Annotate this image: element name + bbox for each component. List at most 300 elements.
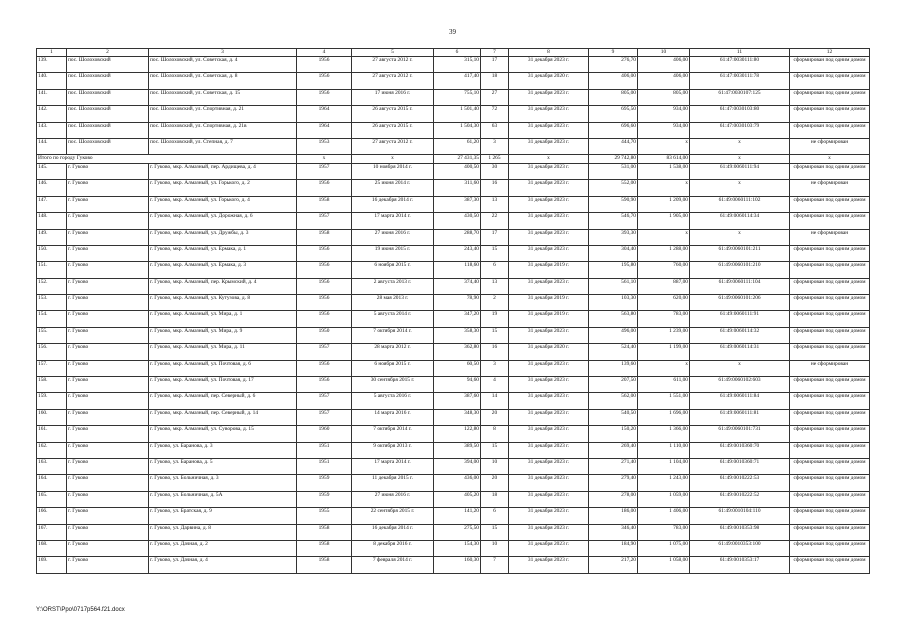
- table-row: [37, 377, 870, 393]
- residents-cell: 16: [481, 180, 509, 196]
- land-status-cell: сформирован под одним домом: [790, 262, 870, 278]
- address-cell: г. Гуково, ул. Баранова, д. 5: [149, 458, 297, 474]
- area-cell: 387,60: [434, 393, 481, 409]
- table-row: [37, 295, 870, 311]
- residents-cell: 63: [481, 122, 509, 138]
- column-number-cell: 2: [67, 49, 149, 57]
- settlement-cell: г. Гуково: [67, 163, 149, 179]
- total-value-cell: 27 431,35: [434, 155, 481, 164]
- address-cell: г. Гуково, мкр. Алмазный, ул. Мира, д. 1: [149, 311, 297, 327]
- cadastral-number-cell: х: [690, 360, 790, 376]
- relocation-deadline-cell: 31 декабря 2023 г.: [509, 360, 589, 376]
- row-number-cell: 142.: [37, 106, 67, 122]
- row-number-cell: 139.: [37, 57, 67, 73]
- area-value-cell: 590,90: [589, 196, 638, 212]
- cadastral-number-cell: 61:49:0060111:81: [690, 409, 790, 425]
- settlement-cell: пос. Шолоховский: [67, 106, 149, 122]
- address-cell: г. Гуково, мкр. Алмазный, ул. Ермака, д. 3: [149, 262, 297, 278]
- land-area-cell: 1 239,00: [638, 327, 690, 343]
- register-table: [36, 48, 870, 574]
- recognition-date-cell: 26 августа 2015 г.: [352, 106, 434, 122]
- residents-cell: 13: [481, 196, 509, 212]
- relocation-deadline-cell: 31 декабря 2023 г.: [509, 327, 589, 343]
- settlement-cell: г. Гуково: [67, 458, 149, 474]
- land-area-cell: 760,00: [638, 262, 690, 278]
- area-cell: 362,80: [434, 344, 481, 360]
- settlement-cell: г. Гуково: [67, 180, 149, 196]
- land-area-cell: 1 058,00: [638, 557, 690, 573]
- recognition-date-cell: 25 июня 2014 г.: [352, 180, 434, 196]
- area-value-cell: 278,00: [589, 491, 638, 507]
- relocation-deadline-cell: 31 декабря 2023 г.: [509, 89, 589, 105]
- land-status-cell: сформирован под одним домом: [790, 377, 870, 393]
- row-number-cell: 151.: [37, 262, 67, 278]
- area-value-cell: 269,40: [589, 442, 638, 458]
- residents-cell: 72: [481, 106, 509, 122]
- area-cell: 436,00: [434, 475, 481, 491]
- cadastral-number-cell: 61:49:0060111:102: [690, 196, 790, 212]
- address-cell: г. Гуково, мкр. Алмазный, ул. Почтовая, д. 17: [149, 377, 297, 393]
- recognition-date-cell: 27 августа 2012 г.: [352, 57, 434, 73]
- column-number-cell: 12: [790, 49, 870, 57]
- relocation-deadline-cell: 31 декабря 2023 г.: [509, 442, 589, 458]
- land-area-cell: 887,00: [638, 278, 690, 294]
- address-cell: г. Гуково, мкр. Алмазный, пер. Ардищева, д. 4: [149, 163, 297, 179]
- cadastral-number-cell: 61:49:0010222:52: [690, 491, 790, 507]
- recognition-date-cell: 16 декабря 2014 г.: [352, 196, 434, 212]
- year-built-cell: 1959: [297, 491, 352, 507]
- recognition-date-cell: 14 марта 2016 г.: [352, 409, 434, 425]
- area-cell: 60,50: [434, 360, 481, 376]
- area-cell: 94,60: [434, 377, 481, 393]
- area-cell: 154,30: [434, 540, 481, 556]
- cadastral-number-cell: 61:49:0060101:210: [690, 262, 790, 278]
- land-status-cell: сформирован под одним домом: [790, 122, 870, 138]
- settlement-cell: г. Гуково: [67, 278, 149, 294]
- year-built-cell: 1956: [297, 180, 352, 196]
- area-cell: 389,50: [434, 442, 481, 458]
- cadastral-number-cell: 61:49:0060111:91: [690, 311, 790, 327]
- cadastral-number-cell: 61:47:0030107:125: [690, 89, 790, 105]
- recognition-date-cell: 30 сентября 2015 г.: [352, 377, 434, 393]
- land-status-cell: не сформирован: [790, 360, 870, 376]
- address-cell: г. Гуково, мкр. Алмазный, ул. Почтовая, д. 6: [149, 360, 297, 376]
- area-cell: 243,40: [434, 245, 481, 261]
- address-cell: пос. Шолоховский, ул. Спортивная, д. 21: [149, 106, 297, 122]
- year-built-cell: 1955: [297, 508, 352, 524]
- area-cell: 400,50: [434, 163, 481, 179]
- total-value-cell: х: [297, 155, 352, 164]
- settlement-cell: г. Гуково: [67, 327, 149, 343]
- recognition-date-cell: 19 июня 2015 г.: [352, 245, 434, 261]
- recognition-date-cell: 11 декабря 2015 г.: [352, 475, 434, 491]
- table-row: [37, 245, 870, 261]
- row-number-cell: 163.: [37, 458, 67, 474]
- column-number-cell: 7: [481, 49, 509, 57]
- recognition-date-cell: 9 октября 2013 г.: [352, 442, 434, 458]
- area-value-cell: 271,40: [589, 458, 638, 474]
- cadastral-number-cell: 61:49:0060114:32: [690, 327, 790, 343]
- area-cell: 348,30: [434, 409, 481, 425]
- table-row: [37, 196, 870, 212]
- address-cell: пос. Шолоховский, ул. Советская, д. 15: [149, 89, 297, 105]
- row-number-cell: 154.: [37, 311, 67, 327]
- relocation-deadline-cell: 31 декабря 2023 г.: [509, 458, 589, 474]
- row-number-cell: 143.: [37, 122, 67, 138]
- address-cell: пос. Шолоховский, ул. Советская, д. 4: [149, 57, 297, 73]
- residents-cell: 10: [481, 458, 509, 474]
- recognition-date-cell: 5 августа 2016 г.: [352, 393, 434, 409]
- land-status-cell: сформирован под одним домом: [790, 524, 870, 540]
- land-area-cell: 620,00: [638, 295, 690, 311]
- land-status-cell: сформирован под одним домом: [790, 409, 870, 425]
- recognition-date-cell: 16 декабря 2014 г.: [352, 524, 434, 540]
- recognition-date-cell: 7 октября 2014 г.: [352, 327, 434, 343]
- relocation-deadline-cell: 31 декабря 2023 г.: [509, 180, 589, 196]
- recognition-date-cell: 17 июня 2016 г.: [352, 89, 434, 105]
- settlement-cell: г. Гуково: [67, 491, 149, 507]
- relocation-deadline-cell: 31 декабря 2019 г.: [509, 295, 589, 311]
- settlement-cell: г. Гуково: [67, 442, 149, 458]
- relocation-deadline-cell: 31 декабря 2023 г.: [509, 426, 589, 442]
- land-status-cell: сформирован под одним домом: [790, 442, 870, 458]
- page-number: 39: [449, 28, 456, 36]
- row-number-cell: 148.: [37, 213, 67, 229]
- settlement-cell: г. Гуково: [67, 213, 149, 229]
- area-value-cell: 207,50: [589, 377, 638, 393]
- residents-cell: 17: [481, 229, 509, 245]
- residents-cell: 18: [481, 73, 509, 89]
- recognition-date-cell: 6 ноября 2015 г.: [352, 360, 434, 376]
- land-status-cell: сформирован под одним домом: [790, 327, 870, 343]
- year-built-cell: 1956: [297, 311, 352, 327]
- land-status-cell: сформирован под одним домом: [790, 89, 870, 105]
- address-cell: г. Гуково, ул. Дачная, д. 4: [149, 557, 297, 573]
- area-value-cell: 279,40: [589, 475, 638, 491]
- year-built-cell: 1960: [297, 426, 352, 442]
- land-status-cell: сформирован под одним домом: [790, 106, 870, 122]
- area-cell: 387,30: [434, 196, 481, 212]
- residents-cell: 27: [481, 89, 509, 105]
- cadastral-number-cell: 61:49:0010353:100: [690, 540, 790, 556]
- recognition-date-cell: 17 марта 2014 г.: [352, 213, 434, 229]
- area-cell: 374,40: [434, 278, 481, 294]
- address-cell: г. Гуково, ул. Баранова, д. 3: [149, 442, 297, 458]
- column-number-cell: 1: [37, 49, 67, 57]
- settlement-cell: г. Гуково: [67, 344, 149, 360]
- residents-cell: 15: [481, 524, 509, 540]
- land-status-cell: не сформирован: [790, 138, 870, 154]
- row-number-cell: 167.: [37, 524, 67, 540]
- table-row: [37, 327, 870, 343]
- recognition-date-cell: 17 марта 2014 г.: [352, 458, 434, 474]
- land-status-cell: сформирован под одним домом: [790, 245, 870, 261]
- file-path-footer: Y:\ORST\Ppo\0717p564.f21.docx: [36, 607, 125, 613]
- settlement-cell: г. Гуково: [67, 360, 149, 376]
- residents-cell: 30: [481, 163, 509, 179]
- year-built-cell: 1958: [297, 540, 352, 556]
- row-number-cell: 140.: [37, 73, 67, 89]
- land-area-cell: 1 243,00: [638, 475, 690, 491]
- area-value-cell: 103,30: [589, 295, 638, 311]
- table-row: [37, 278, 870, 294]
- table-row: [37, 213, 870, 229]
- settlement-cell: пос. Шолоховский: [67, 89, 149, 105]
- recognition-date-cell: 27 августа 2012 г.: [352, 138, 434, 154]
- table-row: [37, 180, 870, 196]
- area-cell: 405,20: [434, 491, 481, 507]
- settlement-cell: г. Гуково: [67, 475, 149, 491]
- land-area-cell: 1 059,00: [638, 491, 690, 507]
- cadastral-number-cell: 61:49:0060101:731: [690, 426, 790, 442]
- address-cell: г. Гуково, мкр. Алмазный, пер. Северный, д. 14: [149, 409, 297, 425]
- land-area-cell: 1 288,00: [638, 245, 690, 261]
- table-row: [37, 262, 870, 278]
- column-number-cell: 9: [589, 49, 638, 57]
- area-cell: 141,20: [434, 508, 481, 524]
- area-value-cell: 393,30: [589, 229, 638, 245]
- relocation-deadline-cell: 31 декабря 2023 г.: [509, 393, 589, 409]
- cadastral-number-cell: 61:49:0060101:211: [690, 245, 790, 261]
- settlement-cell: г. Гуково: [67, 295, 149, 311]
- table-row: [37, 360, 870, 376]
- land-status-cell: сформирован под одним домом: [790, 196, 870, 212]
- table-row: [37, 393, 870, 409]
- address-cell: г. Гуково, мкр. Алмазный, ул. Дорожная, д. 6: [149, 213, 297, 229]
- area-value-cell: 195,80: [589, 262, 638, 278]
- recognition-date-cell: 8 декабря 2016 г.: [352, 540, 434, 556]
- address-cell: г. Гуково, ул. Дарвина, д. 8: [149, 524, 297, 540]
- settlement-cell: пос. Шолоховский: [67, 138, 149, 154]
- land-status-cell: сформирован под одним домом: [790, 311, 870, 327]
- settlement-cell: г. Гуково: [67, 393, 149, 409]
- recognition-date-cell: 2 августа 2013 г.: [352, 278, 434, 294]
- area-cell: 122,80: [434, 426, 481, 442]
- recognition-date-cell: 7 октября 2014 г.: [352, 426, 434, 442]
- relocation-deadline-cell: 31 декабря 2020 г.: [509, 73, 589, 89]
- residents-cell: 16: [481, 344, 509, 360]
- row-number-cell: 157.: [37, 360, 67, 376]
- relocation-deadline-cell: 31 декабря 2023 г.: [509, 213, 589, 229]
- relocation-deadline-cell: 31 декабря 2023 г.: [509, 138, 589, 154]
- table-row: [37, 524, 870, 540]
- land-status-cell: сформирован под одним домом: [790, 57, 870, 73]
- land-area-cell: 1 110,00: [638, 442, 690, 458]
- settlement-cell: г. Гуково: [67, 245, 149, 261]
- column-number-cell: 3: [149, 49, 297, 57]
- land-area-cell: х: [638, 360, 690, 376]
- land-area-cell: 934,00: [638, 106, 690, 122]
- year-built-cell: 1956: [297, 262, 352, 278]
- relocation-deadline-cell: 31 декабря 2023 г.: [509, 409, 589, 425]
- relocation-deadline-cell: 31 декабря 2023 г.: [509, 557, 589, 573]
- land-status-cell: сформирован под одним домом: [790, 426, 870, 442]
- cadastral-number-cell: 61:49:0060102:603: [690, 377, 790, 393]
- table-row: [37, 73, 870, 89]
- table-row: [37, 540, 870, 556]
- residents-cell: 20: [481, 475, 509, 491]
- residents-cell: 17: [481, 57, 509, 73]
- settlement-cell: г. Гуково: [67, 196, 149, 212]
- area-cell: 347,20: [434, 311, 481, 327]
- relocation-deadline-cell: 31 декабря 2023 г.: [509, 122, 589, 138]
- land-area-cell: 1 905,00: [638, 213, 690, 229]
- area-cell: 394,00: [434, 458, 481, 474]
- table-row: [37, 138, 870, 154]
- area-value-cell: 276,70: [589, 57, 638, 73]
- column-number-row: [37, 49, 870, 57]
- cadastral-number-cell: 61:49:0060111:94: [690, 163, 790, 179]
- land-status-cell: сформирован под одним домом: [790, 163, 870, 179]
- table-row: [37, 89, 870, 105]
- land-area-cell: х: [638, 229, 690, 245]
- year-built-cell: 1957: [297, 393, 352, 409]
- address-cell: г. Гуково, мкр. Алмазный, ул. Кутузова, д. 8: [149, 295, 297, 311]
- recognition-date-cell: 27 августа 2012 г.: [352, 73, 434, 89]
- residents-cell: 15: [481, 245, 509, 261]
- row-number-cell: 165.: [37, 491, 67, 507]
- address-cell: г. Гуково, мкр. Алмазный, пер. Крымский, д. 4: [149, 278, 297, 294]
- row-number-cell: 166.: [37, 508, 67, 524]
- land-area-cell: х: [638, 180, 690, 196]
- relocation-deadline-cell: 31 декабря 2023 г.: [509, 475, 589, 491]
- residents-cell: 15: [481, 327, 509, 343]
- relocation-deadline-cell: 31 декабря 2019 г.: [509, 311, 589, 327]
- area-cell: 288,70: [434, 229, 481, 245]
- relocation-deadline-cell: 31 декабря 2020 г.: [509, 344, 589, 360]
- row-number-cell: 164.: [37, 475, 67, 491]
- address-cell: г. Гуково, ул. Больничная, д. 5А: [149, 491, 297, 507]
- area-value-cell: 563,80: [589, 311, 638, 327]
- year-built-cell: 1956: [297, 245, 352, 261]
- area-value-cell: 561,10: [589, 278, 638, 294]
- land-area-cell: 406,00: [638, 73, 690, 89]
- table-row: [37, 475, 870, 491]
- land-area-cell: 1 209,00: [638, 196, 690, 212]
- area-value-cell: 139,60: [589, 360, 638, 376]
- cadastral-number-cell: 61:49:0060111:104: [690, 278, 790, 294]
- relocation-deadline-cell: 31 декабря 2023 г.: [509, 524, 589, 540]
- residents-cell: 4: [481, 377, 509, 393]
- total-value-cell: 83 614,00: [638, 155, 690, 164]
- year-built-cell: 1956: [297, 295, 352, 311]
- recognition-date-cell: 7 февраля 2014 г.: [352, 557, 434, 573]
- settlement-cell: пос. Шолоховский: [67, 73, 149, 89]
- area-cell: 417,40: [434, 73, 481, 89]
- area-cell: 358,30: [434, 327, 481, 343]
- table-row: [37, 491, 870, 507]
- table-row: [37, 122, 870, 138]
- land-status-cell: не сформирован: [790, 229, 870, 245]
- area-value-cell: 696,60: [589, 122, 638, 138]
- relocation-deadline-cell: 31 декабря 2023 г.: [509, 491, 589, 507]
- settlement-cell: г. Гуково: [67, 524, 149, 540]
- land-status-cell: сформирован под одним домом: [790, 475, 870, 491]
- land-status-cell: сформирован под одним домом: [790, 508, 870, 524]
- table-row: [37, 458, 870, 474]
- land-area-cell: 611,00: [638, 377, 690, 393]
- recognition-date-cell: 27 июня 2016 г.: [352, 491, 434, 507]
- area-cell: 1 504,30: [434, 122, 481, 138]
- land-status-cell: сформирован под одним домом: [790, 344, 870, 360]
- area-cell: 311,60: [434, 180, 481, 196]
- cadastral-number-cell: 61:49:0010353:98: [690, 524, 790, 540]
- year-built-cell: 1964: [297, 122, 352, 138]
- cadastral-number-cell: 61:49:0060101:206: [690, 295, 790, 311]
- settlement-cell: г. Гуково: [67, 540, 149, 556]
- residents-cell: 8: [481, 426, 509, 442]
- cadastral-number-cell: х: [690, 180, 790, 196]
- total-label-cell: Итого по городу Гуково: [37, 155, 297, 164]
- relocation-deadline-cell: 31 декабря 2023 г.: [509, 508, 589, 524]
- area-value-cell: 695,50: [589, 106, 638, 122]
- land-status-cell: сформирован под одним домом: [790, 213, 870, 229]
- address-cell: г. Гуково, мкр. Алмазный, ул. Мира, д. 11: [149, 344, 297, 360]
- cadastral-number-cell: 61:49:0010360:70: [690, 442, 790, 458]
- total-value-cell: х: [690, 155, 790, 164]
- residents-cell: 18: [481, 491, 509, 507]
- settlement-cell: г. Гуково: [67, 426, 149, 442]
- area-value-cell: 406,00: [589, 73, 638, 89]
- relocation-deadline-cell: 31 декабря 2023 г.: [509, 57, 589, 73]
- cadastral-number-cell: 61:49:0010360:71: [690, 458, 790, 474]
- table-body: [37, 49, 870, 574]
- row-number-cell: 145.: [37, 163, 67, 179]
- row-number-cell: 156.: [37, 344, 67, 360]
- land-area-cell: 783,00: [638, 524, 690, 540]
- relocation-deadline-cell: 31 декабря 2023 г.: [509, 540, 589, 556]
- address-cell: г. Гуково, мкр. Алмазный, ул. Мира, д. 9: [149, 327, 297, 343]
- table-row: [37, 311, 870, 327]
- year-built-cell: 1957: [297, 163, 352, 179]
- land-area-cell: 1 538,00: [638, 163, 690, 179]
- area-cell: 1 501,40: [434, 106, 481, 122]
- relocation-deadline-cell: 31 декабря 2023 г.: [509, 245, 589, 261]
- land-status-cell: сформирован под одним домом: [790, 278, 870, 294]
- recognition-date-cell: 22 сентября 2015 г.: [352, 508, 434, 524]
- address-cell: пос. Шолоховский, ул. Советская, д. 8: [149, 73, 297, 89]
- residents-cell: 3: [481, 138, 509, 154]
- settlement-cell: г. Гуково: [67, 409, 149, 425]
- cadastral-number-cell: 61:47:0030103:79: [690, 122, 790, 138]
- recognition-date-cell: 26 августа 2015 г.: [352, 122, 434, 138]
- year-built-cell: 1958: [297, 196, 352, 212]
- area-value-cell: 540,50: [589, 409, 638, 425]
- residents-cell: 10: [481, 540, 509, 556]
- row-number-cell: 158.: [37, 377, 67, 393]
- area-value-cell: 552,00: [589, 180, 638, 196]
- year-built-cell: 1950: [297, 327, 352, 343]
- year-built-cell: 1958: [297, 229, 352, 245]
- row-number-cell: 160.: [37, 409, 67, 425]
- area-value-cell: 346,40: [589, 524, 638, 540]
- row-number-cell: 150.: [37, 245, 67, 261]
- table-row: [37, 557, 870, 573]
- row-number-cell: 159.: [37, 393, 67, 409]
- column-number-cell: 10: [638, 49, 690, 57]
- area-value-cell: 531,00: [589, 163, 638, 179]
- row-number-cell: 152.: [37, 278, 67, 294]
- address-cell: г. Гуково, мкр. Алмазный, ул. Ермака, д. 1: [149, 245, 297, 261]
- cadastral-number-cell: х: [690, 138, 790, 154]
- residents-cell: 3: [481, 360, 509, 376]
- residents-cell: 13: [481, 278, 509, 294]
- land-area-cell: 1 696,00: [638, 409, 690, 425]
- row-number-cell: 161.: [37, 426, 67, 442]
- cadastral-number-cell: х: [690, 229, 790, 245]
- area-value-cell: 444,70: [589, 138, 638, 154]
- table-row: [37, 344, 870, 360]
